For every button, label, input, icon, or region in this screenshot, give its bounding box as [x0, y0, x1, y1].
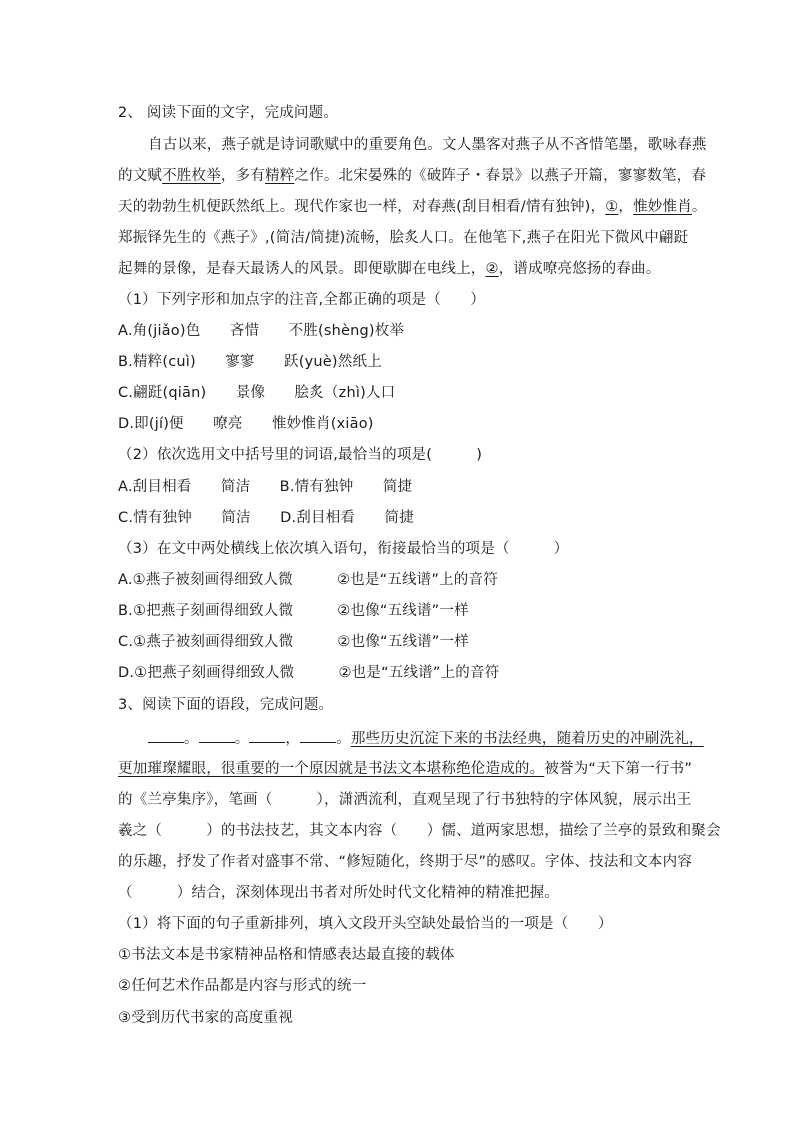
- q3-passage-line-1: [148, 728, 704, 749]
- question-2-heading: 2、 阅读下面的文字，完成问题。: [118, 105, 339, 121]
- fill-blank: [300, 728, 336, 743]
- q2-passage-text: 。: [691, 199, 707, 215]
- q2-sub3-option-a: A.①燕子被刻画得细致人微 ②也是“五线谱”上的音符: [118, 572, 498, 588]
- underlined-sentence: 那些历史沉淀下来的书法经典，随着历史的冲刷洗礼，: [350, 731, 704, 747]
- q2-passage-text: ，: [618, 199, 634, 215]
- underlined-word: 不胜枚举: [162, 168, 221, 184]
- q3-separator: 。: [234, 731, 250, 747]
- q2-sub3-option-d: D.①把燕子刻画得细致人微 ②也是“五线谱”上的音符: [118, 665, 500, 681]
- q2-passage-text: 天的勃勃生机便跃然纸上。现代作家也一样，对春燕(刮目相看/情有独钟)，: [118, 199, 606, 215]
- q2-sub-question-1: （1）下列字形和加点字的注音,全都正确的项是（ ）: [118, 292, 486, 308]
- q3-passage-line-4: 羲之（ ）的书法技艺，其文本内容（ ）儒、道两家思想，描绘了兰亭的景致和聚会: [118, 823, 721, 839]
- q2-passage-text: 起舞的景像，是春天最诱人的风景。即便歇脚在电线上，: [118, 261, 486, 277]
- q2-passage-text: ，多有: [220, 168, 266, 184]
- q3-separator: ，: [285, 731, 301, 747]
- q3-passage-text: 被誉为“天下第一行书”: [544, 761, 693, 777]
- q2-sub3-option-b: B.①把燕子刻画得细致人微 ②也像“五线谱”一样: [118, 603, 469, 619]
- fill-blank: [199, 728, 235, 743]
- q2-sub3-option-c: C.①燕子被刻画得细致人微 ②也像“五线谱”一样: [118, 634, 469, 650]
- q3-passage-line-2: [118, 759, 692, 779]
- q2-passage-line-4: 郑振铎先生的《燕子》,(简洁/简捷)流畅，脍炙人口。在他笔下,燕子在阳光下微风中翩跹: [118, 230, 689, 246]
- q3-sub-question-1: （1）将下面的句子重新排列，填入文段开头空缺处最恰当的一项是（ ）: [118, 916, 613, 932]
- underlined-sentence: 更加璀璨耀眼，很重要的一个原因就是书法文本堪称绝伦造成的。: [118, 761, 545, 777]
- q2-sub1-option-a: A.角(jiǎo)色 吝惜 不胜(shèng)枚举: [118, 323, 405, 339]
- q3-sentence-1: ①书法文本是书家精神品格和情感表达最直接的载体: [118, 947, 455, 963]
- underlined-word: 精粹: [265, 168, 295, 184]
- q2-sub1-option-b: B.精粹(cuì) 寥寥 跃(yuè)然纸上: [118, 354, 382, 370]
- q2-sub2-options-cd: C.情有独钟 简洁 D.刮目相看 简捷: [118, 510, 414, 526]
- q2-passage-text: 的文赋: [118, 168, 163, 184]
- q2-passage-line-2: [118, 166, 706, 186]
- q3-sentence-3: ③受到历代书家的高度重视: [118, 1010, 293, 1026]
- q3-passage-line-3: 的《兰亭集序》，笔画（ ），潇洒流利，直观呈现了行书独特的字体风貌，展示出王: [118, 792, 692, 808]
- q3-passage-line-5: 的乐趣，抒发了作者对盛事不常、“修短随化，终期于尽”的感叹。字体、技法和文本内容: [118, 854, 693, 870]
- q2-passage-line-1: 自古以来，燕子就是诗词歌赋中的重要角色。文人墨客对燕子从不吝惜笔墨，歌咏春燕: [148, 137, 707, 153]
- q2-sub2-options-ab: A.刮目相看 简洁 B.情有独钟 简捷: [118, 479, 413, 495]
- q2-passage-text: 之作。北宋晏殊的《破阵子・春景》以燕子开篇，寥寥数笔，春: [294, 168, 707, 184]
- q2-sub1-option-d: D.即(jí)便 嘹亮 惟妙惟肖(xiāo): [118, 416, 374, 432]
- q2-sub1-option-c: C.翩跹(qiān) 景像 脍炙（zhì)人口: [118, 385, 396, 401]
- fill-blank: [148, 728, 184, 743]
- q2-sub-question-3: （3）在文中两处横线上依次填入语句，衔接最恰当的项是（ ）: [118, 541, 569, 557]
- q2-sub-question-2: （2）依次选用文中括号里的词语,最恰当的项是( ): [118, 447, 483, 463]
- fill-blank: [249, 728, 285, 743]
- q3-separator: 。: [184, 731, 199, 747]
- blank-marker-2: ②: [485, 261, 499, 277]
- underlined-word: 惟妙惟肖: [633, 199, 692, 215]
- q3-separator: 。: [336, 731, 351, 747]
- question-3-heading: 3、阅读下面的语段，完成问题。: [118, 697, 334, 713]
- q3-passage-line-6: （ ）结合，深刻体现出书者对所处时代文化精神的精准把握。: [118, 885, 559, 901]
- q2-passage-text: ，谱成嘹亮悠扬的春曲。: [498, 261, 661, 277]
- q2-passage-line-5: [118, 259, 660, 279]
- q2-passage-line-3: [118, 197, 707, 217]
- blank-marker-1: ①: [605, 199, 619, 215]
- q3-sentence-2: ②任何艺术作品都是内容与形式的统一: [118, 978, 367, 994]
